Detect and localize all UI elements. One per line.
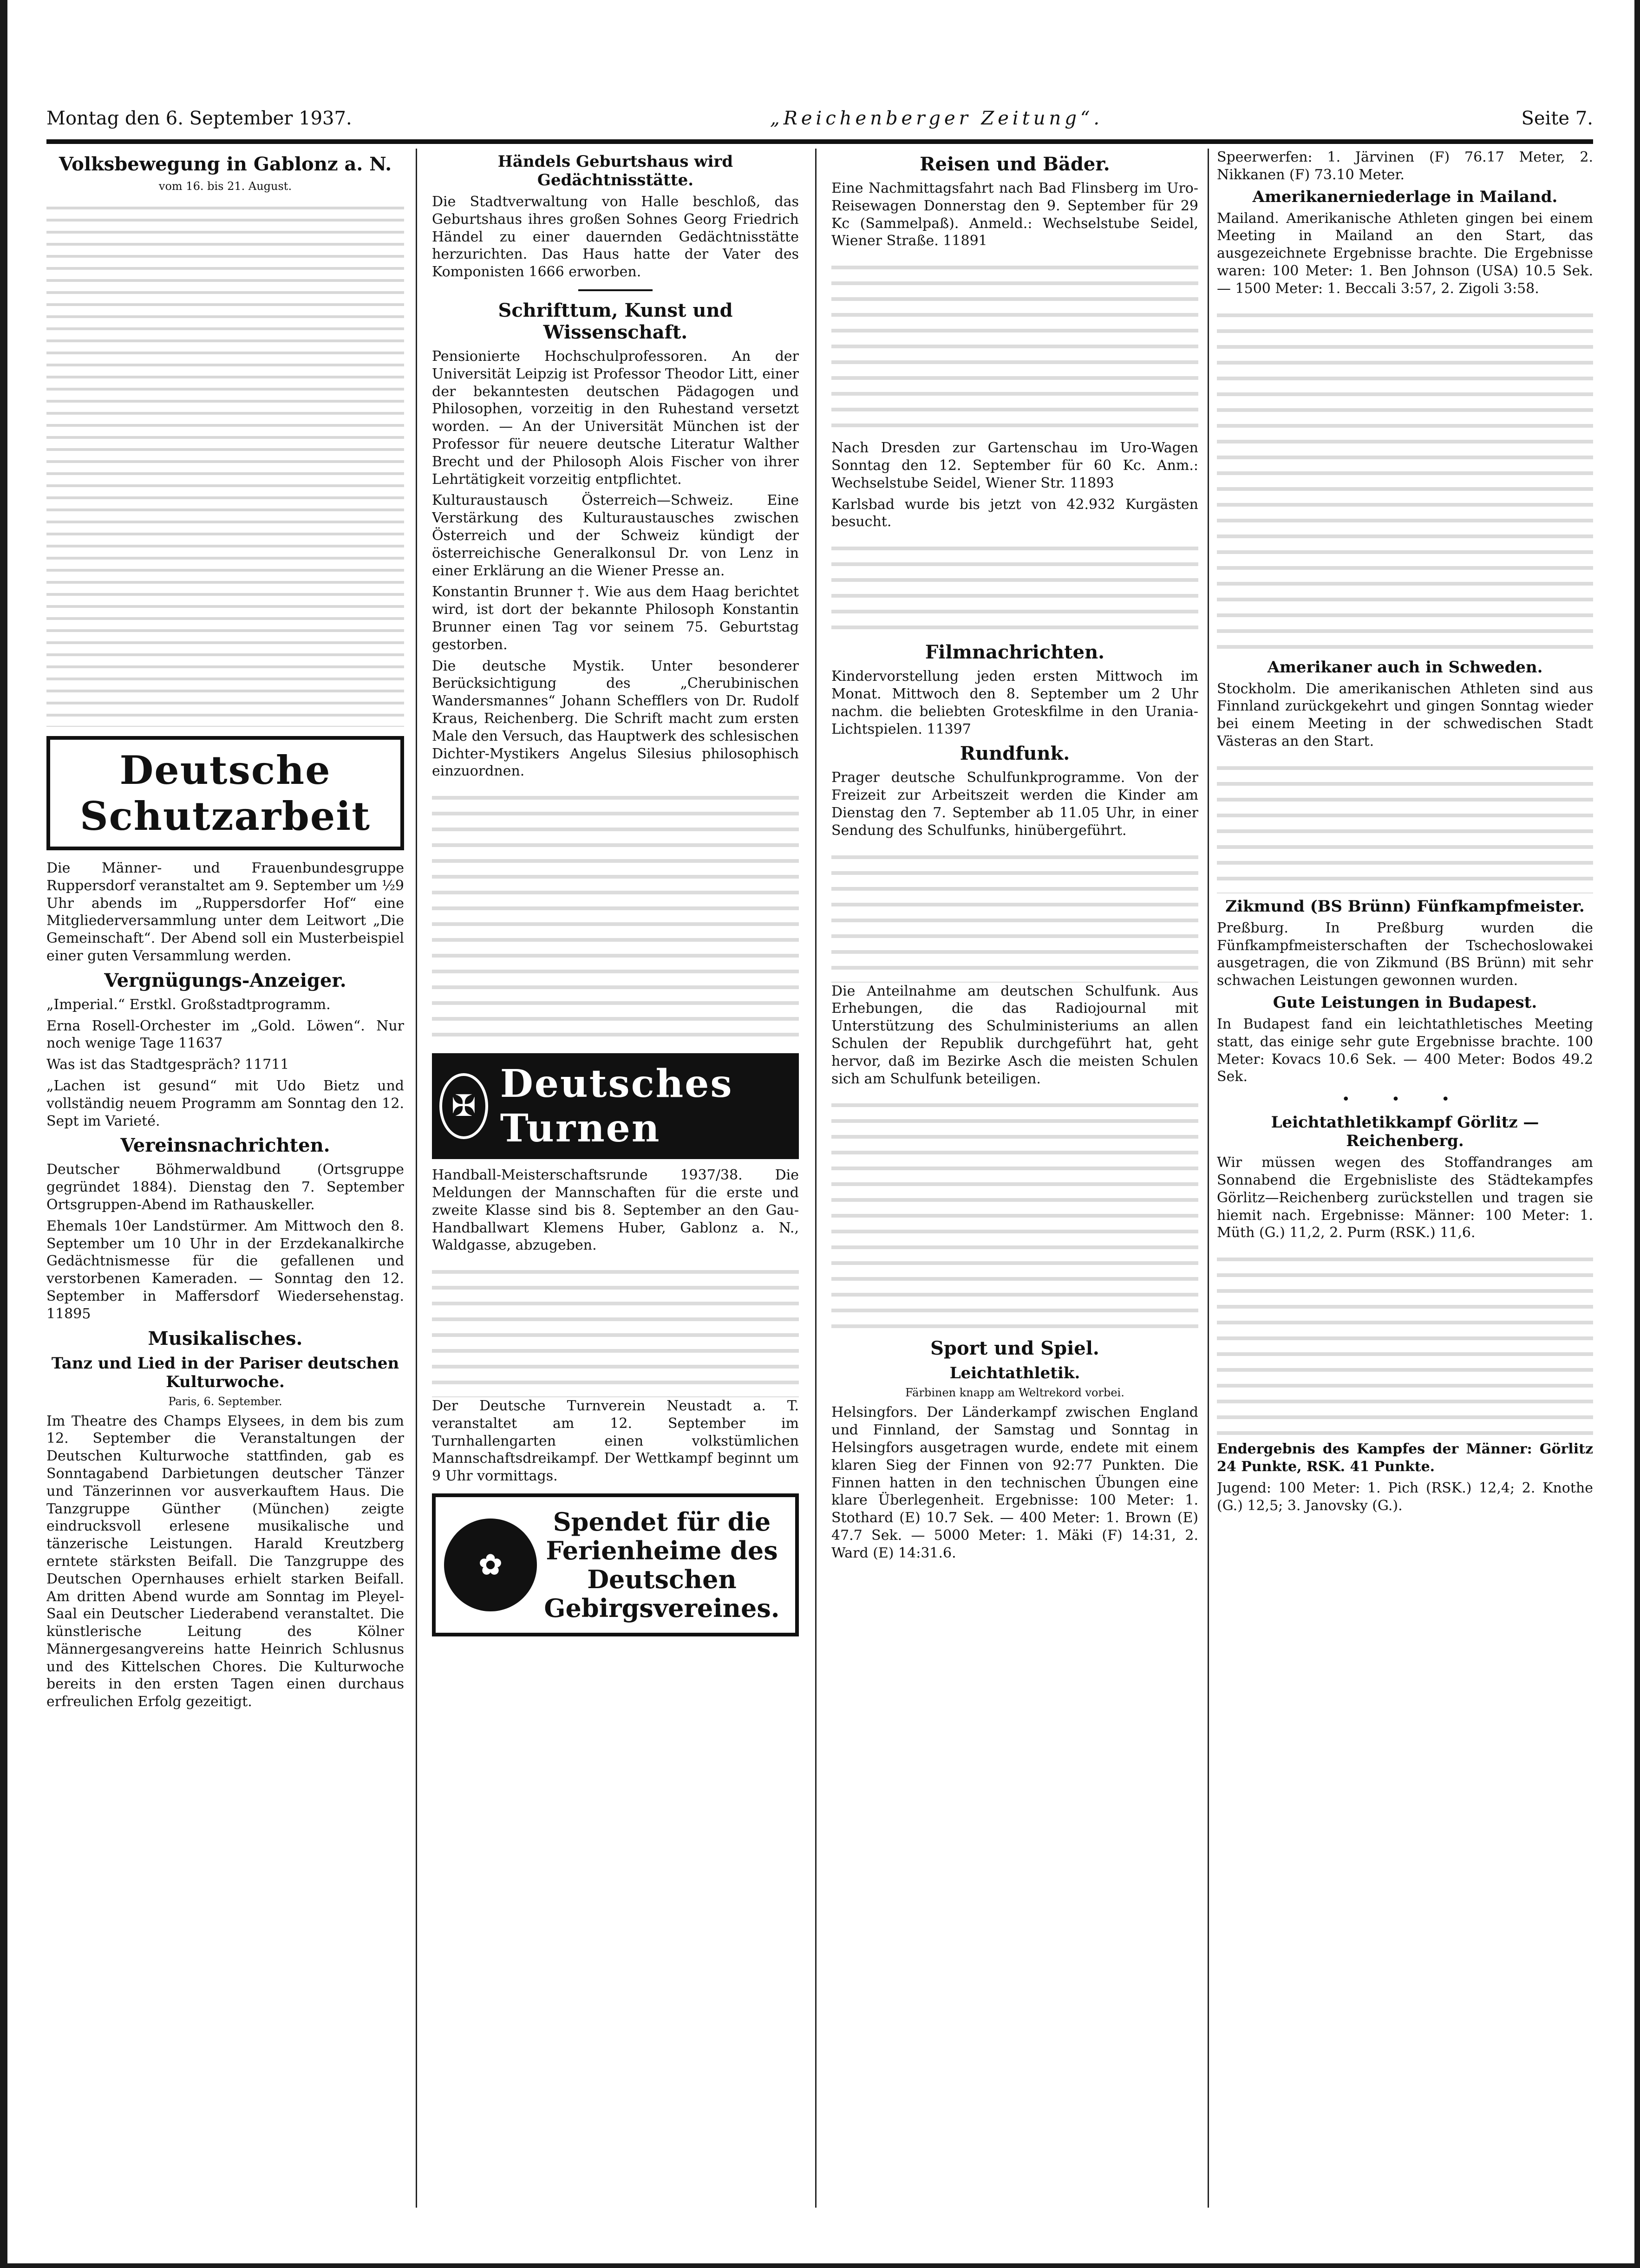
issue-date: Montag den 6. September 1937. <box>46 108 352 129</box>
article-continuation-block <box>432 784 799 1044</box>
column-3 <box>831 149 1198 2208</box>
results-continuation-block <box>1217 1245 1593 1440</box>
column-rule <box>1208 149 1209 2208</box>
article-continuation-block <box>831 1091 1198 1333</box>
article-headline: Gute Leistungen in Budapest. <box>1273 993 1537 1012</box>
section-heading: Volksbewegung in Gablonz a. N. <box>59 153 392 175</box>
column-rule <box>815 149 817 2208</box>
section-heading: Sport und Spiel. <box>930 1337 1099 1360</box>
article-body: Die Anteilnahme am deutschen Schulfunk. Aus Erhebungen, die das Radiojournal mit Unterstützung des Schulministeriums an allen Schulen der Republik durchgeführt hat, geht hervor, daß im Bezirke Asch die meisten Schulen sich am Schulfunk beteiligen. <box>831 983 1198 1087</box>
page-number: Seite 7. <box>1521 108 1593 129</box>
ad-ferienheime <box>432 1493 799 1636</box>
listing-item: „Imperial.“ Erstkl. Großstadtprogramm. <box>46 996 331 1013</box>
ad-deutsche-schutzarbeit <box>46 736 404 850</box>
article-body: Wir müssen wegen des Stoffandranges am Sonnabend die Ergebnisliste des Städtekampfes Görlitz—Reichenberg zurückstellen und tragen sie hiemit nach. Ergebnisse: Männer: 100 Meter: 1. Müth (G.) 11,2, 2. Purm (RSK.) 11,6. <box>1217 1154 1593 1241</box>
article-body: Konstantin Brunner †. Wie aus dem Haag berichtet wird, ist dort der bekannte Philosoph Konstantin Brunner einen Tag vor seinem 75. Geburtstag gestorben. <box>432 584 799 653</box>
article-body: Im Theatre des Champs Elysees, in dem bis zum 12. September die Veranstaltungen der Deutschen Kulturwoche stattfinden, gab es Sonntagabend Darbietungen deutscher Tänzer und Tänzerinnen vor ausverkauftem Haus. Die Tanzgruppe Günther (München) zeigte eindrucksvoll erlesene musikalische und tänzerische Leistungen. Harald Kreutzberg erntete stärksten Beifall. Die Tanzgruppe des Deutschen Opernhauses erhielt starken Beifall. Am dritten Abend wurde am Sonntag im Pleyel-Saal ein Deutscher Liederabend veranstaltet. Die künstlerische Leitung des Kölner Männergesangvereins hatte Heinrich Schlusnus und des Kittelschen Chores. Die Kulturwoche bereits in den ersten Tagen einen durchaus erfreulichen Erfolg gezeitigt. <box>46 1413 404 1710</box>
section-heading: Reisen und Bäder. <box>920 153 1110 175</box>
section-heading: Rundfunk. <box>960 743 1070 765</box>
column-1 <box>46 149 404 2208</box>
article-body: In Budapest fand ein leichtathletisches Meeting statt, das einige sehr gute Ergebnisse brachte. 100 Meter: Kovacs 10.6 Sek. — 400 Meter: Bodos 49.2 Sek. <box>1217 1016 1593 1085</box>
article-body: Die Stadtverwaltung von Halle beschloß, das Geburtshaus ihres großen Sohnes Georg Friedrich Händel zu einer dauernden Gedächtnisstätte herzurichten. Das Haus hatte der Vater des Komponisten 1666 erworben. <box>432 194 799 280</box>
article-body: Handball-Meisterschaftsrunde 1937/38. Die Meldungen der Mannschaften für die erste und zweite Klasse sind bis 8. September an den Gau-Handballwart Klemens Huber, Gablonz a. N., Waldgasse, abzugeben. <box>432 1167 799 1254</box>
gebirgsverein-emblem-icon: ✿ <box>444 1519 537 1611</box>
listing-item: Kindervorstellung jeden ersten Mittwoch im Monat. Mittwoch den 8. September um 2 Uhr nachm. die beliebten Groteskfilme in den Urania-Lichtspielen. 11397 <box>831 668 1198 737</box>
divider <box>578 289 653 291</box>
article-body: Stockholm. Die amerikanischen Athleten sind aus Finnland zurückgekehrt und gingen Sonntag wieder bei einem Meeting in der schwedischen Stadt Västeras an den Start. <box>1217 680 1593 749</box>
article-body: Kulturaustausch Österreich—Schweiz. Eine Verstärkung des Kulturaustausches zwischen Österreich und der Schweiz kündigt der österreichische Generalkonsul Dr. von Lenz in einer Erklärung an die Wiener Presse an. <box>432 492 799 579</box>
listing-continuation-block <box>831 534 1198 637</box>
column-4 <box>1217 149 1593 2208</box>
article-headline: Leichtathletikkampf Görlitz — Reichenberg. <box>1271 1113 1539 1151</box>
banner-deutsches-turnen <box>432 1053 799 1159</box>
scan-edge-right <box>1634 0 1640 2268</box>
newspaper-title: „Reichenberger Zeitung“. <box>770 108 1104 129</box>
banner-title: Deutsches Turnen <box>500 1062 733 1151</box>
section-heading: Schrifttum, Kunst und Wissenschaft. <box>498 299 733 343</box>
article-continuation-block <box>831 843 1198 983</box>
section-heading: Vergnügungs-Anzeiger. <box>104 969 346 991</box>
results-summary: Endergebnis des Kampfes der Männer: Görlitz 24 Punkte, RSK. 41 Punkte. <box>1217 1441 1593 1475</box>
ad-title: Deutsche Schutzarbeit <box>79 747 371 839</box>
turner-emblem-icon: ✠ <box>439 1073 488 1139</box>
results-continuation-block <box>1217 301 1593 654</box>
results-continuation-block <box>1217 754 1593 893</box>
section-heading: Musikalisches. <box>148 1327 303 1349</box>
section-heading: Filmnachrichten. <box>925 641 1105 664</box>
listing-item: Ehemals 10er Landstürmer. Am Mittwoch den 8. September um 10 Uhr in der Erzdekanalkirche Gedächtnismesse für die gefallenen und verstorbenen Kameraden. — Sonntag den 12. September in Maffersdorf Wiedersehenstag. 11895 <box>46 1218 404 1322</box>
ad-text: Die Männer- und Frauenbundesgruppe Ruppersdorf veranstaltet am 9. September um ½9 Uhr abends im „Ruppersdorfer Hof“ eine Mitgliederversammlung unter dem Leitwort „Die Gemeinschaft“. Der Abend soll ein Musterbeispiel einer guten Versammlung werden. <box>46 860 404 964</box>
article-headline: Amerikaner auch in Schweden. <box>1267 658 1543 677</box>
article-headline: Amerikanerniederlage in Mailand. <box>1252 187 1558 206</box>
section-subheading: vom 16. bis 21. August. <box>158 180 292 193</box>
masthead <box>46 108 1593 131</box>
listing-item: Deutscher Böhmerwaldbund (Ortsgruppe gegründet 1884). Dienstag den 7. September Ortsgruppen-Abend im Rathauskeller. <box>46 1161 404 1213</box>
subsection-heading: Leichtathletik. <box>949 1364 1080 1383</box>
listing-item: Erna Rosell-Orchester im „Gold. Löwen“. Nur noch wenige Tage 11637 <box>46 1017 404 1052</box>
article-subheading: Färbinen knapp am Weltrekord vorbei. <box>905 1386 1124 1400</box>
article-headline: Händels Geburtshaus wird Gedächtnisstätte. <box>497 152 733 189</box>
article-continuation-block <box>432 1258 799 1397</box>
listing-item: Karlsbad wurde bis jetzt von 42.932 Kurgästen besucht. <box>831 496 1198 530</box>
scan-edge-left <box>0 0 7 2268</box>
dateline: Paris, 6. September. <box>168 1395 282 1408</box>
listing-item: Was ist das Stadtgespräch? 11711 <box>46 1056 289 1073</box>
article-body: Prager deutsche Schulfunkprogramme. Von der Freizeit zur Arbeitszeit werden die Kinder am Dienstag den 7. September ab 11.05 Uhr, in einer Sendung des Schulfunks, hinübergeführt. <box>831 769 1198 839</box>
article-body: Mailand. Amerikanische Athleten gingen bei einem Meeting in Mailand an den Start, das ausgezeichnete Ergebnisse brachte. Die Ergebnisse waren: 100 Meter: 1. Ben Johnson (USA) 10.5 Sek. — 1500 Meter: 1. Beccali 3:57, 2. Zigoli 3:58. <box>1217 210 1593 297</box>
article-body: Pensionierte Hochschulprofessoren. An der Universität Leipzig ist Professor Theodor Litt, einer der bekanntesten deutschen Pädagogen und Philosophen, vorzeitig in den Ruhestand versetzt worden. — An der Universität München ist der Professor für neuere deutsche Literatur Walther Brecht und der Philosoph Alois Fischer von ihrer Lehrtätigkeit vorzeitig entpflichtet. <box>432 348 799 488</box>
section-divider-stars: • • • <box>1341 1091 1469 1108</box>
listing-item: Eine Nachmittagsfahrt nach Bad Flinsberg im Uro-Reisewagen Donnerstag den 9. September für 29 Kc (Sammelpaß). Anmeld.: Wechselstube Seidel, Wiener Straße. 11891 <box>831 180 1198 249</box>
article-headline: Tanz und Lied in der Pariser deutschen Kulturwoche. <box>51 1354 399 1391</box>
article-body: Preßburg. In Preßburg wurden die Fünfkampfmeisterschaften der Tschechoslowakei ausgetragen, die von Zikmund (BS Brünn) mit sehr schwachen Leistungen gewonnen wurden. <box>1217 919 1593 989</box>
article-body: Speerwerfen: 1. Järvinen (F) 76.17 Meter, 2. Nikkanen (F) 73.10 Meter. <box>1217 149 1593 183</box>
section-heading: Vereinsnachrichten. <box>120 1134 330 1157</box>
listing-item: Nach Dresden zur Gartenschau im Uro-Wagen Sonntag den 12. September für 60 Kc. Anm.: Wechselstube Seidel, Wiener Str. 11893 <box>831 440 1198 491</box>
column-2 <box>432 149 799 2208</box>
listing-item: „Lachen ist gesund“ mit Udo Bietz und vollständig neuem Programm am Sonntag den 12. Sept im Varieté. <box>46 1077 404 1129</box>
article-body: Die deutsche Mystik. Unter besonderer Berücksichtigung des „Cherubinischen Wandersmannes“ Johann Schefflers von Dr. Rudolf Kraus, Reichenberg. Die Schrift macht zum ersten Male den Versuch, das Hauptwerk des schlesischen Dichter-Mystikers Angelus Silesius philosophisch einzuordnen. <box>432 658 799 780</box>
vital-statistics-block <box>46 197 404 727</box>
masthead-rule <box>46 139 1593 144</box>
scan-edge-bottom <box>0 2263 1640 2268</box>
article-body: Jugend: 100 Meter: 1. Pich (RSK.) 12,4; 2. Knothe (G.) 12,5; 3. Janovsky (G.). <box>1217 1479 1593 1514</box>
column-rule <box>416 149 417 2208</box>
article-headline: Zikmund (BS Brünn) Fünfkampfmeister. <box>1225 897 1585 916</box>
article-body: Der Deutsche Turnverein Neustadt a. T. veranstaltet am 12. September im Turnhallengarten einen volkstümlichen Mannschaftsdreikampf. Der Wettkampf beginnt um 9 Uhr vormittags. <box>432 1398 799 1485</box>
article-body: Helsingfors. Der Länderkampf zwischen England und Finnland, der Samstag und Sonntag in Helsingfors ausgetragen wurde, endete mit einem klaren Sieg der Finnen von 92:77 Punkten. Die Finnen hatten in den technischen Übungen eine klare Überlegenheit. Ergebnisse: 100 Meter: 1. Stothard (E) 10.7 Sek. — 400 Meter: 1. Brown (E) 47.7 Sek. — 5000 Meter: 1. Mäki (F) 14:31, 2. Ward (E) 14:31.6. <box>831 1404 1198 1561</box>
listing-continuation-block <box>831 254 1198 439</box>
ad-text: Spendet für die Ferienheime des Deutschen Gebirgsvereines. <box>544 1507 780 1623</box>
